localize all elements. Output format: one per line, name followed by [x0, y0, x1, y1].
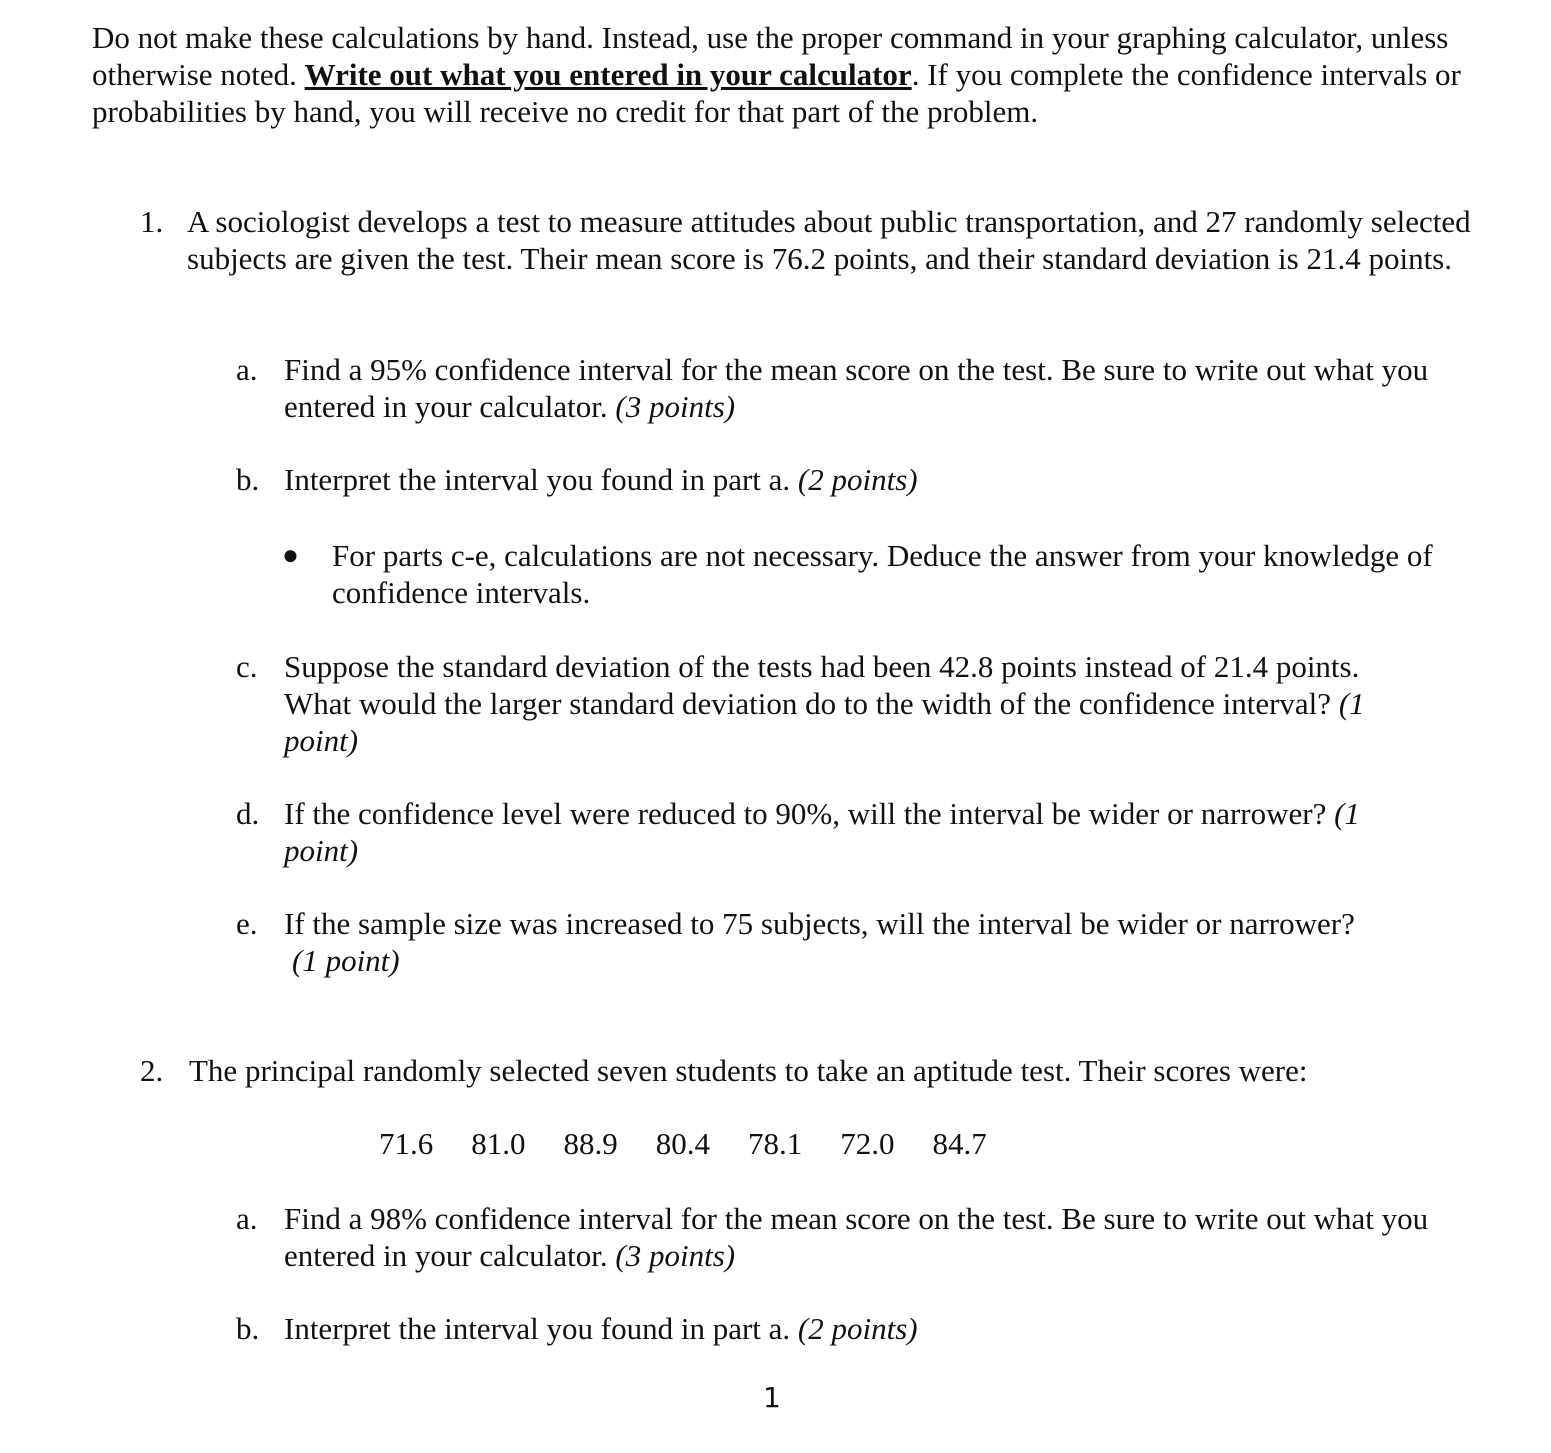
- q1-part-c-points: (1 point): [284, 686, 1365, 758]
- question-2-text: The principal randomly selected seven students to take an aptitude test. Their scores were:: [189, 1053, 1308, 1088]
- q2-part-b-prompt: Interpret the interval you found in part a.: [284, 1311, 791, 1346]
- instructions-paragraph: [92, 19, 1532, 130]
- q1-part-d-text: [284, 795, 1384, 869]
- question-1-text: A sociologist develops a test to measure attitudes about public transportation, and 27 randomly selected subjects are given the test. Their mean score is 76.2 points, and their standard deviation is 21.4 points.: [187, 204, 1471, 276]
- q1-part-b-text: [284, 461, 1454, 498]
- q1-part-a-text: [284, 351, 1444, 425]
- q2-part-b-points: (2 points): [797, 1311, 918, 1346]
- q1-part-d-prompt: If the confidence level were reduced to 90%, will the interval be wider or narrower?: [284, 796, 1327, 831]
- q2-part-b-text: [284, 1310, 1454, 1347]
- q1-part-c-prompt: Suppose the standard deviation of the tests had been 42.8 points instead of 21.4 points. What would the larger standard deviation do to the width of the confidence interval?: [284, 649, 1360, 721]
- instructions-emphasis: Write out what you entered in your calculator: [304, 57, 912, 92]
- score-value: 71.6: [379, 1126, 434, 1161]
- q2-part-a-prompt: Find a 98% confidence interval for the mean score on the test. Be sure to write out what you entered in your calculator.: [284, 1201, 1429, 1273]
- q1-part-b-points: (2 points): [797, 462, 918, 497]
- score-value: 88.9: [563, 1126, 618, 1161]
- question-1-number: 1.: [140, 204, 164, 239]
- q1-part-d-points: (1 point): [284, 796, 1360, 868]
- q2-part-a-text: [284, 1200, 1444, 1274]
- q1-part-a-prompt: Find a 95% confidence interval for the mean score on the test. Be sure to write out what you entered in your calculator.: [284, 352, 1429, 424]
- question-2-number: 2.: [140, 1053, 164, 1088]
- q1-part-e-prompt: If the sample size was increased to 75 subjects, will the interval be wider or narrower?: [284, 906, 1355, 941]
- q1-part-b-letter: b.: [236, 462, 260, 497]
- q2-part-a-points: (3 points): [615, 1238, 736, 1273]
- score-value: 81.0: [471, 1126, 526, 1161]
- instructions-text-end: . If you complete the confidence intervals or probabilities by hand, you will receive no credit for that part of the problem.: [92, 57, 1461, 129]
- q1-part-b-prompt: Interpret the interval you found in part a.: [284, 462, 791, 497]
- q1-part-a-points: (3 points): [615, 389, 736, 424]
- q2-part-b-letter: b.: [236, 1311, 260, 1346]
- q2-part-a-letter: a.: [236, 1201, 258, 1236]
- q1-part-c-letter: c.: [236, 649, 258, 684]
- score-value: 84.7: [932, 1126, 987, 1161]
- q1-part-e-points: (1 point): [292, 943, 400, 978]
- score-value: 78.1: [748, 1126, 803, 1161]
- page-number: 1: [763, 1381, 781, 1414]
- q1-part-d-letter: d.: [236, 796, 260, 831]
- score-value: 80.4: [655, 1126, 710, 1161]
- instructions-text-start: Do not make these calculations by hand. Instead, use the proper command in your graphing calculator, unless otherwise noted.: [92, 20, 1449, 92]
- score-value: 72.0: [840, 1126, 895, 1161]
- q1-part-e-text: [284, 905, 1404, 979]
- note-bullet-icon: ●: [282, 540, 299, 571]
- q1-part-c-text: [284, 648, 1424, 759]
- q1-part-a-letter: a.: [236, 352, 258, 387]
- q1-part-e-letter: e.: [236, 906, 258, 941]
- score-list: [379, 1125, 1025, 1162]
- q1-note-text: For parts c-e, calculations are not necessary. Deduce the answer from your knowledge of confidence intervals.: [332, 538, 1433, 610]
